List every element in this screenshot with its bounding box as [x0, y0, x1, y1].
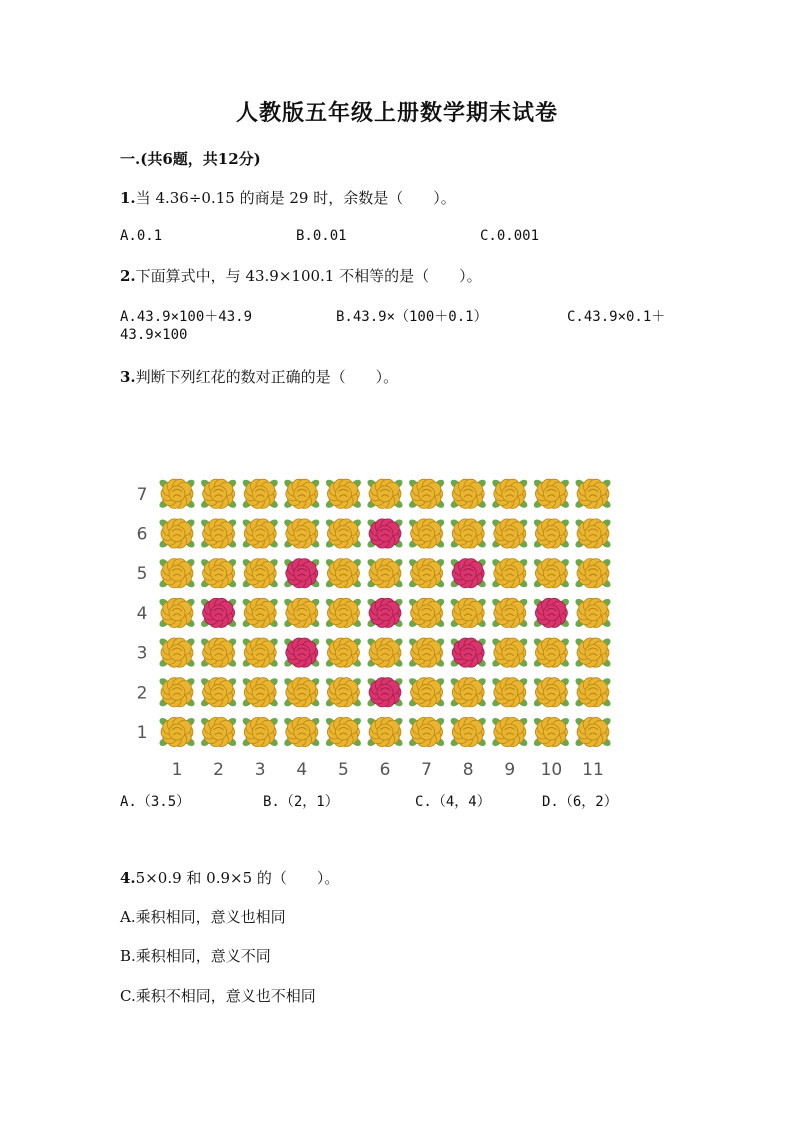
y-axis-label: 4: [136, 603, 148, 624]
red-flower: [366, 597, 404, 628]
x-axis-label: 2: [213, 760, 225, 780]
yellow-flower: [324, 518, 362, 549]
red-flower: [366, 677, 404, 708]
yellow-flower: [158, 597, 196, 628]
x-axis-label: 4: [296, 760, 308, 780]
yellow-flower: [491, 557, 529, 588]
yellow-flower: [407, 677, 445, 708]
question-text: 判断下列红花的数对正确的是（ ）。: [135, 368, 399, 386]
yellow-flower: [532, 518, 570, 549]
yellow-flower: [283, 716, 321, 747]
yellow-flower: [491, 716, 529, 747]
section-heading: 一.(共6题，共12分): [120, 150, 261, 168]
yellow-flower: [283, 597, 321, 628]
q1-option-b: B.0.01: [296, 228, 347, 244]
x-axis-label: 5: [337, 760, 349, 780]
red-flower: [199, 597, 237, 628]
yellow-flower: [158, 518, 196, 549]
yellow-flower: [241, 557, 279, 588]
q2-option-c: C.43.9×0.1＋: [567, 309, 666, 325]
yellow-flower: [407, 637, 445, 668]
red-flower: [532, 597, 570, 628]
y-axis-label: 7: [136, 484, 148, 505]
yellow-flower: [158, 557, 196, 588]
x-axis-label: 11: [582, 760, 604, 780]
yellow-flower: [532, 677, 570, 708]
yellow-flower: [449, 518, 487, 549]
q4-option-b: B.乘积相同，意义不同: [120, 947, 271, 965]
flower-grid: [120, 430, 620, 780]
yellow-flower: [324, 557, 362, 588]
yellow-flower: [491, 478, 529, 509]
yellow-flower: [574, 677, 612, 708]
yellow-flower: [532, 478, 570, 509]
yellow-flower: [283, 478, 321, 509]
yellow-flower: [574, 637, 612, 668]
yellow-flower: [158, 716, 196, 747]
yellow-flower: [324, 597, 362, 628]
x-axis-label: 10: [540, 760, 563, 780]
yellow-flower: [574, 518, 612, 549]
q3-option-b: B.（2，1）: [263, 794, 339, 810]
question-4: [120, 867, 339, 888]
x-axis-label: 3: [254, 760, 266, 780]
q2-option-a: A.43.9×100＋43.9: [120, 309, 253, 325]
yellow-flower: [158, 677, 196, 708]
red-flower: [283, 637, 321, 668]
y-axis-label: 3: [136, 643, 148, 664]
yellow-flower: [407, 557, 445, 588]
yellow-flower: [449, 597, 487, 628]
yellow-flower: [449, 478, 487, 509]
yellow-flower: [407, 716, 445, 747]
yellow-flower: [199, 478, 237, 509]
q1-option-c: C.0.001: [480, 228, 540, 244]
y-axis-label: 1: [136, 723, 148, 743]
yellow-flower: [324, 478, 362, 509]
yellow-flower: [199, 677, 237, 708]
question-number: 2.: [120, 267, 136, 285]
x-axis-label: 7: [421, 760, 433, 780]
yellow-flower: [574, 716, 612, 747]
y-axis-label: 5: [136, 564, 148, 585]
yellow-flower: [366, 637, 404, 668]
yellow-flower: [366, 557, 404, 588]
red-flower: [283, 557, 321, 588]
x-axis-label: 1: [171, 760, 183, 780]
q2-option-c-continued: 43.9×100: [120, 327, 188, 343]
yellow-flower: [158, 637, 196, 668]
yellow-flower: [241, 716, 279, 747]
q3-option-c: C.（4，4）: [415, 794, 491, 810]
yellow-flower: [574, 597, 612, 628]
yellow-flower: [491, 677, 529, 708]
yellow-flower: [241, 518, 279, 549]
yellow-flower: [491, 637, 529, 668]
y-axis-label: 2: [136, 683, 148, 704]
yellow-flower: [407, 518, 445, 549]
yellow-flower: [199, 557, 237, 588]
yellow-flower: [449, 716, 487, 747]
question-1: [120, 187, 456, 208]
yellow-flower: [366, 716, 404, 747]
yellow-flower: [199, 716, 237, 747]
red-flower: [366, 518, 404, 549]
y-axis-label: 6: [136, 524, 148, 545]
question-text: 当 4.36÷0.15 的商是 29 时，余数是（ ）。: [135, 189, 456, 207]
question-number: 4.: [120, 869, 136, 887]
yellow-flower: [574, 557, 612, 588]
yellow-flower: [574, 478, 612, 509]
yellow-flower: [283, 518, 321, 549]
yellow-flower: [241, 637, 279, 668]
x-axis-label: 6: [379, 760, 391, 780]
yellow-flower: [407, 478, 445, 509]
x-axis-label: 8: [462, 760, 474, 780]
page-title: 人教版五年级上册数学期末试卷: [235, 100, 558, 126]
yellow-flower: [532, 637, 570, 668]
yellow-flower: [449, 677, 487, 708]
question-2: [120, 265, 482, 286]
yellow-flower: [366, 478, 404, 509]
yellow-flower: [199, 518, 237, 549]
yellow-flower: [283, 677, 321, 708]
q3-option-d: D.（6，2）: [542, 794, 618, 810]
yellow-flower: [491, 597, 529, 628]
q1-option-a: A.0.1: [120, 228, 163, 244]
question-text: 下面算式中，与 43.9×100.1 不相等的是（ ）。: [135, 267, 482, 285]
red-flower: [449, 637, 487, 668]
q3-option-a: A.（3.5）: [120, 794, 191, 810]
red-flower: [449, 557, 487, 588]
question-number: 1.: [120, 189, 136, 207]
yellow-flower: [241, 597, 279, 628]
yellow-flower: [532, 716, 570, 747]
question-number: 3.: [120, 368, 136, 386]
yellow-flower: [491, 518, 529, 549]
yellow-flower: [158, 478, 196, 509]
yellow-flower: [241, 677, 279, 708]
yellow-flower: [532, 557, 570, 588]
q2-option-b: B.43.9×（100＋0.1）: [336, 309, 488, 325]
question-3: [120, 366, 398, 387]
yellow-flower: [324, 677, 362, 708]
yellow-flower: [324, 637, 362, 668]
yellow-flower: [407, 597, 445, 628]
q4-option-a: A.乘积相同，意义也相同: [120, 908, 286, 926]
yellow-flower: [241, 478, 279, 509]
x-axis-label: 9: [504, 760, 516, 780]
yellow-flower: [324, 716, 362, 747]
q4-option-c: C.乘积不相同，意义也不相同: [120, 987, 316, 1005]
yellow-flower: [199, 637, 237, 668]
question-text: 5×0.9 和 0.9×5 的（ ）。: [135, 869, 340, 887]
